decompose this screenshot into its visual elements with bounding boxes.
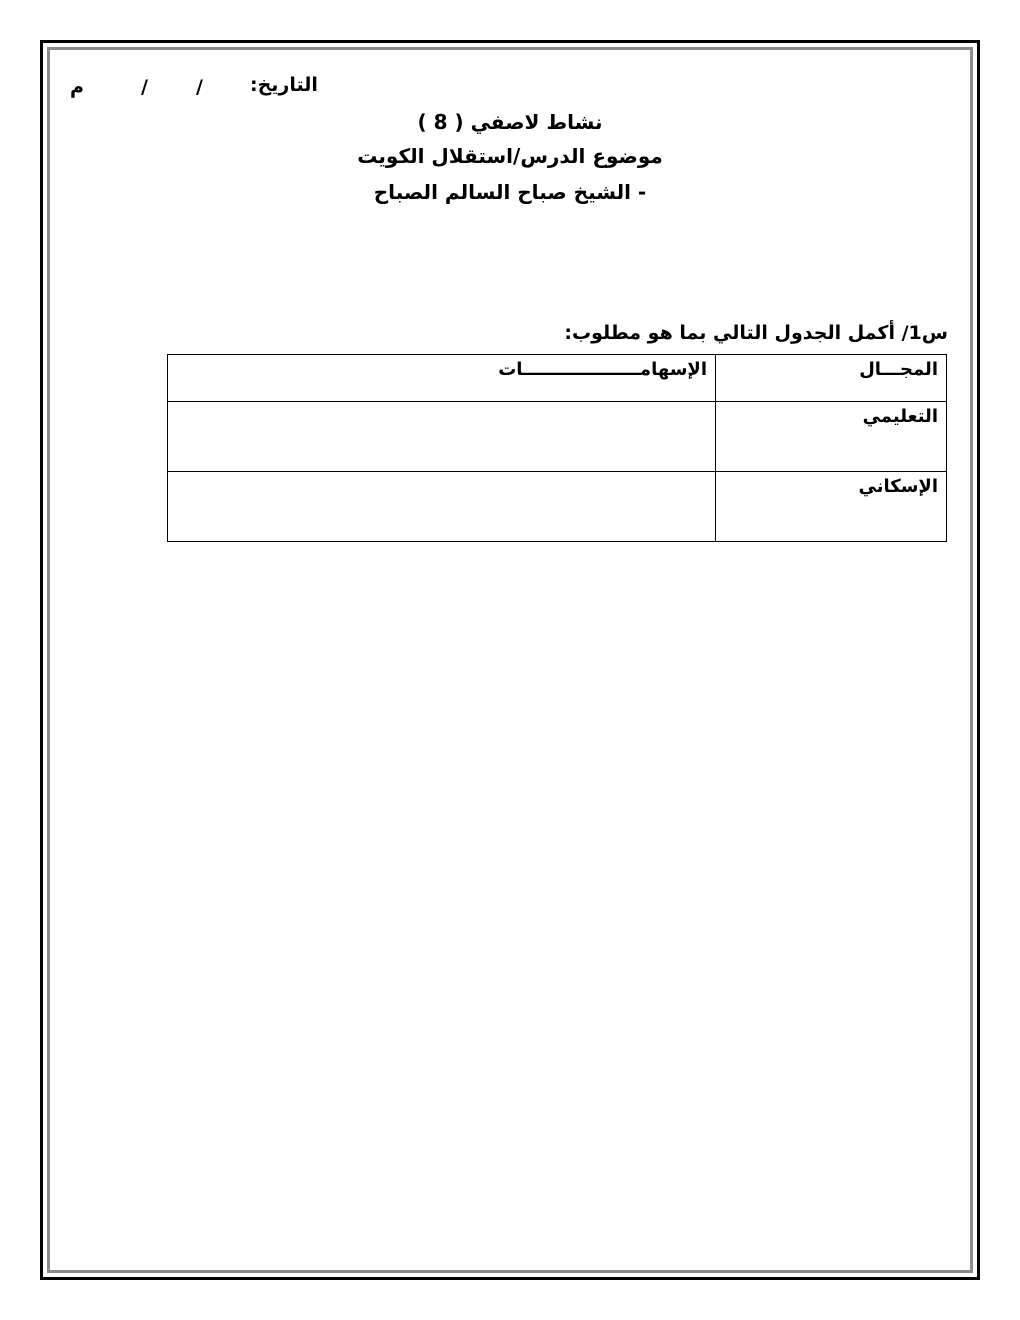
header-contributions: الإسهامـــــــــــــــــــات: [168, 355, 716, 402]
lesson-topic: موضوع الدرس/استقلال الكويت: [357, 144, 663, 168]
row-field-housing: الإسكاني: [716, 472, 947, 542]
table-row: [168, 402, 947, 472]
page-border-inner: [47, 47, 973, 1273]
subject-title: - الشيخ صباح السالم الصباح: [373, 180, 647, 204]
header-field: المجـــال: [716, 355, 947, 402]
row-answer-cell[interactable]: [168, 472, 716, 542]
answer-table: [167, 354, 947, 542]
date-suffix: م: [70, 76, 84, 98]
activity-title: نشاط لاصفي ( 8 ): [417, 110, 603, 134]
table-header-row: [168, 355, 947, 402]
date-separator-2: /: [141, 76, 148, 98]
date-separator-1: /: [196, 76, 203, 98]
question-1: س1/ أكمل الجدول التالي بما هو مطلوب:: [564, 322, 948, 344]
table-row: [168, 472, 947, 542]
date-label: التاريخ:: [250, 74, 318, 96]
page-border: [40, 40, 980, 1280]
row-field-education: التعليمي: [716, 402, 947, 472]
row-answer-cell[interactable]: [168, 402, 716, 472]
